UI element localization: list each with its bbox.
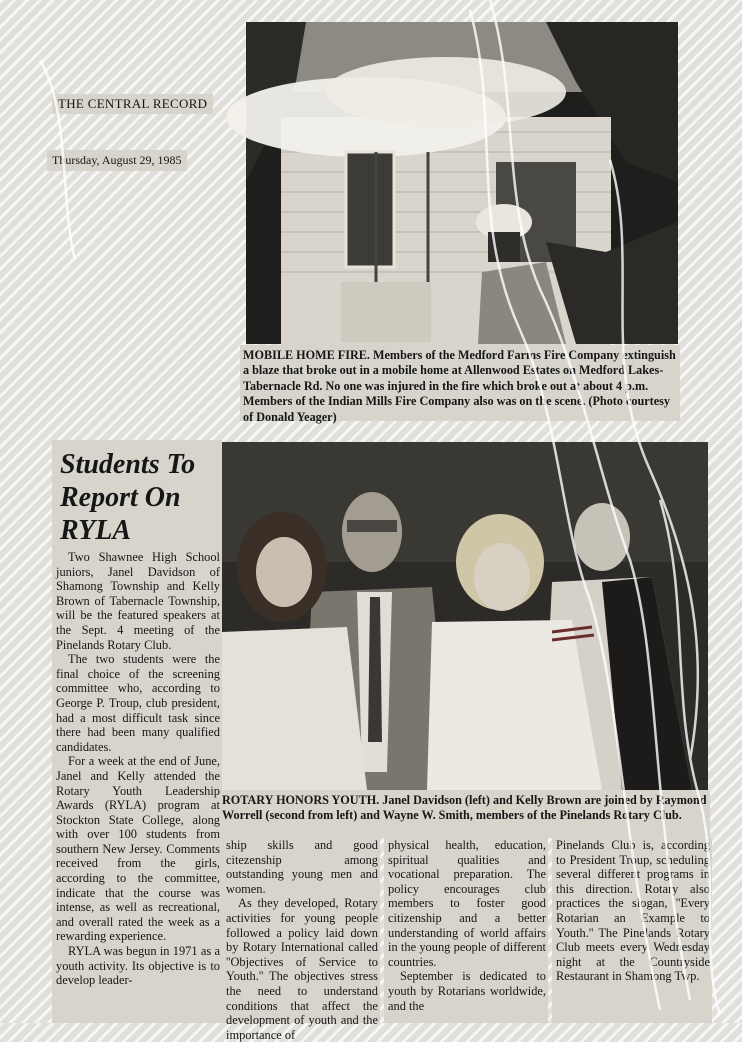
article-column-3 (384, 838, 548, 1023)
article-column-1 (52, 550, 222, 1023)
rotary-honors-youth-photo (222, 442, 708, 790)
article-column-2 (222, 838, 380, 1042)
paragraph: Pinelands Club is, according to President Troup, scheduling several different programs in this direction. Rotary also practices the slogan, ''Every Rotarian an Example to Youth.'' The Pinelands Rotary Club meets every Wednesday night at the Countryside Restaurant in Shamong Twp. (556, 838, 710, 984)
rotary-photo-caption: ROTARY HONORS YOUTH. Janel Davidson (left) and Kelly Brown are joined by Raymond Worrell (second from left) and Wayne W. Smith, members of the Pinelands Rotary Club. (222, 790, 710, 838)
paragraph: ship skills and good citezenship among outstanding young men and women. (226, 838, 378, 896)
paragraph: RYLA was begun in 1971 as a youth activity. Its objective is to develop leader- (56, 944, 220, 988)
paragraph: Two Shawnee High School juniors, Janel Davidson of Shamong Township and Kelly Brown of Tabernacle Township, will be the featured speakers at the Sept. 4 meeting of the Pinelands Rotary Club. (56, 550, 220, 652)
article-column-4 (552, 838, 712, 1023)
paragraph: The two students were the final choice of the screening committee who, according to George P. Troup, club president, had a most difficult task since there had been many qualified candidates. (56, 652, 220, 754)
fire-photo-caption: MOBILE HOME FIRE. Members of the Medford Farms Fire Company extinguish a blaze that broke out in a mobile home at Allenwood Estates on Medford Lakes-Tabernacle Rd. No one was injured in the fire which broke out at about 4 p.m. Members of the Indian Mills Fire Company also was on the scene. (Photo courtesy of Donald Yeager) (240, 345, 680, 421)
issue-date: Thursday, August 29, 1985 (47, 150, 187, 171)
paragraph: September is dedicated to youth by Rotarians worldwide, and the (388, 969, 546, 1013)
paragraph: physical health, education, spiritual qualities and vocational preparation. The policy encourages club members to foster good citizenship and a better understanding of world affairs in the young people of different countries. (388, 838, 546, 969)
paragraph: For a week at the end of June, Janel and Kelly attended the Rotary Youth Leadership Awards (RYLA) program at Stockton State College, along with over 100 students from southern New Jersey. Comments received from the girls, according to the committee, indicate that the course was intense, as well as recreational, and overall rated the week as a rewarding experience. (56, 754, 220, 944)
paragraph: As they developed, Rotary activities for young people followed a policy laid down by Rotary International called ''Objectives of Service to Youth.'' The objectives stress the need to understand conditions that affect the development of youth and the importance of (226, 896, 378, 1042)
article-headline: Students To Report On RYLA (60, 449, 196, 546)
newspaper-masthead: THE CENTRAL RECORD (52, 94, 213, 114)
mobile-home-fire-photo (246, 22, 678, 344)
